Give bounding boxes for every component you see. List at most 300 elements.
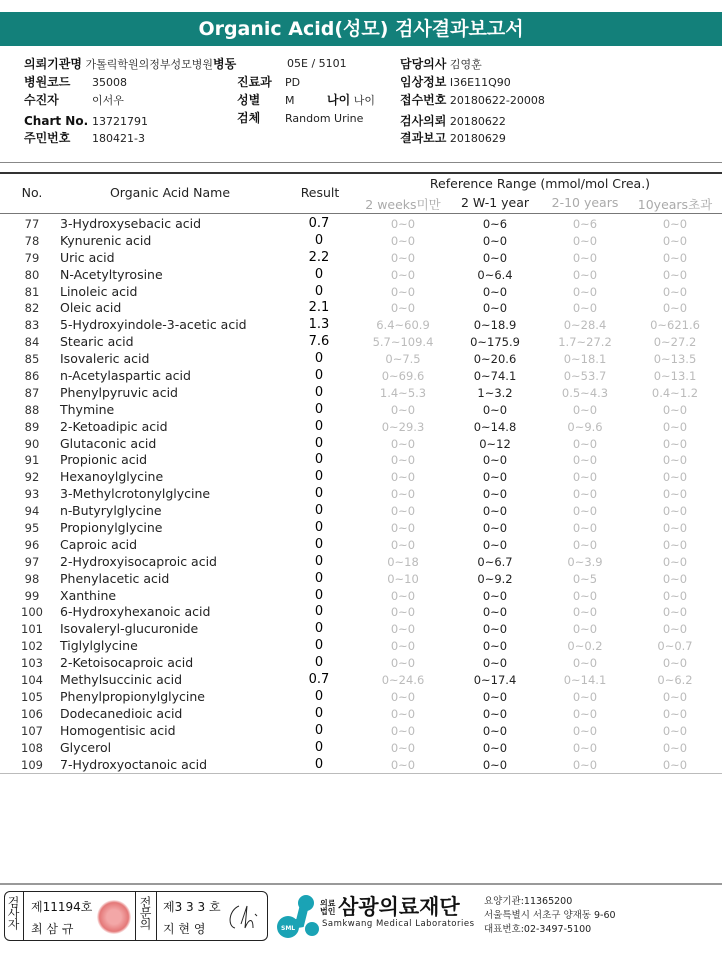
acid-name: Phenylpropionylglycine [60,688,206,704]
ref-10years: 0~0 [662,504,688,519]
acid-name: 5-Hydroxyindole-3-acetic acid [60,317,247,333]
examiner-no: 제11194호 [31,900,93,914]
ref-2weeks: 0~18 [387,554,419,569]
ref-2weeks: 0~10 [387,571,419,586]
examiner-label: 검사자 [6,896,20,929]
ref-2w-1year: 0~0 [482,537,508,552]
ref-2-10years: 0~0 [572,622,598,637]
acid-name: Uric acid [60,249,115,265]
col-name: Organic Acid Name [109,185,231,200]
col-ref-1: 2 weeks미만 [365,197,441,212]
ref-10years: 0~0 [662,571,688,586]
acid-name: Methylsuccinic acid [60,672,183,688]
result-value: 0 [314,266,324,282]
ref-2-10years: 0~0 [572,402,598,417]
result-value: 0 [314,705,324,721]
ref-10years: 0~0.7 [657,639,693,654]
ref-10years: 0~0 [662,689,688,704]
ref-2w-1year: 0~0 [482,706,508,721]
ref-10years: 0~0 [662,301,688,316]
table-row [0,402,722,419]
label: 나이 [327,93,351,107]
ref-2w-1year: 0~0 [482,622,508,637]
value: 나이 [353,94,375,107]
ref-2weeks: 0~0 [390,504,416,519]
acid-name: Isovaleryl-glucuronide [60,621,199,637]
ref-10years: 0~13.1 [653,369,697,384]
ref-2weeks: 0~0 [390,622,416,637]
row-no: 79 [24,250,40,265]
ref-2w-1year: 0~0 [482,656,508,671]
row-no: 85 [24,352,40,367]
ref-2weeks: 0~29.3 [381,419,425,434]
row-no: 99 [24,588,40,603]
ref-2weeks: 0~0 [390,217,416,231]
ref-2-10years: 0.5~4.3 [561,385,609,400]
value: 가톨릭학원의정부성모병원 [85,58,213,71]
ref-2weeks: 1.4~5.3 [379,385,427,400]
label: 결과보고 [400,131,447,145]
acid-name: Glycerol [60,739,112,755]
ref-2weeks: 0~0 [390,656,416,671]
ref-2w-1year: 0~0 [482,521,508,536]
ref-2weeks: 0~0 [390,740,416,755]
ref-2w-1year: 0~0 [482,639,508,654]
ref-10years: 0~0 [662,487,688,502]
footer [0,883,722,954]
ref-2w-1year: 0~0 [482,588,508,603]
ref-10years: 0.4~1.2 [651,385,699,400]
table-row [0,250,722,267]
ref-2w-1year: 0~0 [482,284,508,299]
row-no: 103 [21,656,43,671]
ref-2weeks: 0~0 [390,639,416,654]
ref-10years: 0~0 [662,537,688,552]
table-row [0,469,722,486]
row-no: 87 [24,385,40,400]
value: I36E11Q90 [449,76,511,89]
result-value: 2.1 [308,300,330,316]
ref-2w-1year: 1~3.2 [477,385,513,400]
result-value: 0 [314,621,324,637]
table-row [0,689,722,706]
ref-2w-1year: 0~6.7 [477,554,513,569]
result-value: 0 [314,401,324,417]
divider [0,162,722,163]
ref-10years: 0~0 [662,521,688,536]
ref-2weeks: 5.7~109.4 [372,335,434,350]
ref-2w-1year: 0~0 [482,689,508,704]
result-value: 0 [314,570,324,586]
table-row [0,216,722,233]
value: PD [285,76,301,89]
col-reference: Reference Range (mmol/mol Crea.) [429,176,651,191]
result-value: 0 [314,283,324,299]
table-row [0,486,722,503]
table-row [0,317,722,334]
value: 180421-3 [92,132,145,145]
acid-name: Linoleic acid [60,283,138,299]
row-no: 98 [24,571,40,586]
ref-10years: 0~0 [662,723,688,738]
ref-2-10years: 0~0 [572,233,598,248]
row-no: 82 [24,301,40,316]
acid-name: 2-Ketoadipic acid [60,418,168,434]
ref-2-10years: 0~9.6 [567,419,603,434]
report-title: Organic Acid(성모) 검사결과보고서 [0,12,722,46]
results-table [0,216,722,773]
ref-2w-1year: 0~0 [482,723,508,738]
row-no: 81 [24,284,40,299]
result-value: 0.7 [308,216,330,231]
row-no: 94 [24,504,40,519]
ref-2-10years: 0~0 [572,504,598,519]
result-value: 0 [314,688,324,704]
acid-name: Thymine [60,401,115,417]
result-value: 1.3 [308,317,330,333]
ref-2weeks: 0~0 [390,301,416,316]
row-no: 96 [24,537,40,552]
table-row [0,604,722,621]
ref-10years: 0~0 [662,250,688,265]
table-row [0,436,722,453]
ref-2weeks: 0~0 [390,453,416,468]
ref-2weeks: 0~0 [390,689,416,704]
result-value: 0 [314,418,324,434]
acid-name: Homogentisic acid [60,722,176,738]
acid-name: Dodecanedioic acid [60,705,183,721]
ref-10years: 0~0 [662,656,688,671]
table-row [0,419,722,436]
table-row [0,368,722,385]
ref-2w-1year: 0~0 [482,453,508,468]
acid-name: Propionic acid [60,452,148,468]
row-no: 78 [24,233,40,248]
row-no: 86 [24,369,40,384]
row-no: 109 [21,757,43,772]
acid-name: Propionylglycine [60,520,163,536]
brand-prefix: 의료법인 [320,899,336,916]
row-no: 102 [21,639,43,654]
ref-2w-1year: 0~0 [482,504,508,519]
ref-2weeks: 0~0 [390,250,416,265]
table-row [0,672,722,689]
ref-10years: 0~0 [662,622,688,637]
table-row [0,452,722,469]
label: 검체 [237,111,261,125]
ref-10years: 0~0 [662,436,688,451]
ref-2-10years: 0~6 [572,217,598,231]
ref-2w-1year: 0~20.6 [473,352,517,367]
row-no: 90 [24,436,40,451]
institution-code: 요양기관:11365200 [484,896,573,907]
ref-2-10years: 0~0 [572,605,598,620]
ref-10years: 0~0 [662,233,688,248]
brand-english: Samkwang Medical Laboratories [322,919,475,929]
ref-2-10years: 0~0 [572,521,598,536]
row-no: 108 [21,740,43,755]
ref-2weeks: 0~0 [390,233,416,248]
ref-2-10years: 0~53.7 [563,369,607,384]
value: 35008 [92,76,127,89]
ref-2-10years: 0~0 [572,453,598,468]
result-value: 0 [314,553,324,569]
ref-2w-1year: 0~0 [482,402,508,417]
ref-10years: 0~0 [662,605,688,620]
ref-2-10years: 0~0 [572,689,598,704]
ref-10years: 0~0 [662,757,688,772]
ref-10years: 0~0 [662,470,688,485]
col-ref-4: 10years초과 [637,197,713,212]
label: Chart No. [24,114,89,128]
acid-name: Isovaleric acid [60,351,150,367]
table-row [0,351,722,368]
table-row [0,520,722,537]
result-value: 2.2 [308,249,330,265]
ref-2weeks: 0~0 [390,605,416,620]
acid-name: 6-Hydroxyhexanoic acid [60,604,211,620]
result-value: 0 [314,520,324,536]
value: 20180629 [449,132,506,145]
ref-2weeks: 0~0 [390,284,416,299]
result-value: 0 [314,469,324,485]
result-value: 0 [314,638,324,654]
table-row [0,571,722,588]
ref-2-10years: 0~14.1 [563,673,607,688]
ref-10years: 0~0 [662,217,688,231]
label: 담당의사 [400,57,447,71]
ref-10years: 0~13.5 [653,352,697,367]
ref-2w-1year: 0~6.4 [477,267,513,282]
row-no: 93 [24,487,40,502]
table-row [0,334,722,351]
ref-2-10years: 0~0 [572,740,598,755]
brand-name: 삼광의료재단 [338,895,460,919]
ref-2-10years: 0~0.2 [567,639,603,654]
ref-2w-1year: 0~0 [482,740,508,755]
ref-2w-1year: 0~175.9 [470,335,520,350]
divider [0,172,722,174]
ref-2-10years: 0~0 [572,436,598,451]
acid-name: Xanthine [60,587,117,603]
row-no: 97 [24,554,40,569]
ref-2w-1year: 0~17.4 [473,673,517,688]
divider [0,213,722,214]
label: 임상정보 [400,75,447,89]
result-value: 0 [314,435,324,451]
ref-2-10years: 0~28.4 [563,318,607,333]
acid-name: n-Acetylaspartic acid [60,368,191,384]
ref-2w-1year: 0~74.1 [473,369,517,384]
label: 주민번호 [24,131,71,145]
ref-2-10years: 0~5 [572,571,598,586]
acid-name: Caproic acid [60,536,138,552]
ref-2-10years: 0~0 [572,487,598,502]
result-value: 0 [314,232,324,248]
ref-2w-1year: 0~0 [482,301,508,316]
ref-2-10years: 0~18.1 [563,352,607,367]
result-value: 0 [314,503,324,519]
ref-2-10years: 0~0 [572,267,598,282]
acid-name: 7-Hydroxyoctanoic acid [60,756,208,772]
row-no: 77 [24,217,40,231]
result-value: 0 [314,587,324,603]
result-value: 0 [314,739,324,755]
ref-10years: 0~27.2 [653,335,697,350]
row-no: 105 [21,689,43,704]
ref-10years: 0~0 [662,284,688,299]
ref-10years: 0~0 [662,588,688,603]
specialist-no: 제3 3 3 호 [163,900,221,914]
ref-2-10years: 0~0 [572,537,598,552]
ref-2weeks: 6.4~60.9 [376,318,430,333]
ref-10years: 0~0 [662,706,688,721]
ref-10years: 0~0 [662,453,688,468]
table-row [0,233,722,250]
ref-2w-1year: 0~0 [482,605,508,620]
ref-2weeks: 0~0 [390,757,416,772]
ref-2w-1year: 0~18.9 [473,318,517,333]
label: 성별 [237,93,261,107]
table-row [0,723,722,740]
ref-2w-1year: 0~0 [482,470,508,485]
ref-2-10years: 1.7~27.2 [558,335,612,350]
result-value: 0 [314,486,324,502]
acid-name: Hexanoylglycine [60,469,164,485]
ref-2-10years: 0~0 [572,757,598,772]
col-no: No. [21,185,43,200]
address: 서울특별시 서초구 양재동 9-60 [484,910,616,921]
ref-2w-1year: 0~14.8 [473,419,517,434]
table-row [0,537,722,554]
value: 20180622-20008 [449,94,545,107]
phone: 대표번호:02-3497-5100 [484,924,592,935]
row-no: 101 [21,622,43,637]
row-no: 104 [21,673,43,688]
table-row [0,588,722,605]
col-ref-2: 2 W-1 year [460,195,530,210]
acid-name: 2-Hydroxyisocaproic acid [60,553,217,569]
acid-name: Tiglylglycine [60,638,138,654]
ref-2weeks: 0~0 [390,436,416,451]
row-no: 106 [21,706,43,721]
table-row [0,655,722,672]
value: 김영훈 [449,58,482,71]
result-value: 0 [314,604,324,620]
ref-2-10years: 0~0 [572,723,598,738]
value: M [285,94,295,107]
label: 접수번호 [400,93,447,107]
result-value: 0.7 [308,672,330,688]
ref-2weeks: 0~24.6 [381,673,425,688]
ref-2-10years: 0~0 [572,588,598,603]
ref-10years: 0~0 [662,419,688,434]
row-no: 107 [21,723,43,738]
row-no: 83 [24,318,40,333]
ref-2-10years: 0~0 [572,706,598,721]
value: 05E / 5101 [287,57,347,70]
divider [0,773,722,774]
ref-2w-1year: 0~0 [482,757,508,772]
row-no: 91 [24,453,40,468]
acid-name: 2-Ketoisocaproic acid [60,655,194,671]
table-row [0,503,722,520]
table-row [0,740,722,757]
ref-2-10years: 0~0 [572,250,598,265]
ref-2weeks: 0~7.5 [385,352,421,367]
specialist-name: 지 현 영 [163,922,206,936]
ref-2weeks: 0~0 [390,723,416,738]
acid-name: Kynurenic acid [60,232,152,248]
row-no: 95 [24,521,40,536]
label: 검사의뢰 [400,114,447,128]
result-value: 0 [314,452,324,468]
result-value: 7.6 [308,334,330,350]
ref-2w-1year: 0~9.2 [477,571,513,586]
ref-2weeks: 0~0 [390,487,416,502]
row-no: 88 [24,402,40,417]
acid-name: Phenylpyruvic acid [60,384,178,400]
row-no: 92 [24,470,40,485]
ref-2weeks: 0~0 [390,706,416,721]
ref-2weeks: 0~0 [390,402,416,417]
table-row [0,385,722,402]
ref-2w-1year: 0~6 [482,217,508,231]
value: 이서우 [92,94,124,107]
row-no: 89 [24,419,40,434]
sml-logo [276,893,320,939]
ref-2-10years: 0~0 [572,656,598,671]
table-row [0,554,722,571]
table-row [0,621,722,638]
ref-2-10years: 0~3.9 [567,554,603,569]
row-no: 84 [24,335,40,350]
signature-box [4,891,268,941]
ref-2-10years: 0~0 [572,284,598,299]
table-row [0,300,722,317]
result-value: 0 [314,384,324,400]
seal-stamp [97,900,131,934]
examiner-name: 최 삼 규 [31,922,74,936]
label: 병원코드 [24,75,71,89]
ref-2weeks: 0~0 [390,267,416,282]
label: 병동 [212,57,237,71]
ref-2w-1year: 0~0 [482,233,508,248]
ref-10years: 0~0 [662,740,688,755]
ref-2weeks: 0~0 [390,588,416,603]
ref-2weeks: 0~69.6 [381,369,425,384]
ref-10years: 0~0 [662,554,688,569]
acid-name: Oleic acid [60,300,122,316]
ref-10years: 0~6.2 [657,673,693,688]
ref-2w-1year: 0~0 [482,250,508,265]
ref-2w-1year: 0~0 [482,487,508,502]
ref-2-10years: 0~0 [572,470,598,485]
logo-text: SML [281,925,296,932]
ref-2weeks: 0~0 [390,537,416,552]
table-row [0,638,722,655]
result-value: 0 [314,655,324,671]
value: Random Urine [285,112,364,125]
ref-10years: 0~621.6 [650,318,700,333]
ref-10years: 0~0 [662,402,688,417]
row-no: 100 [21,605,43,620]
acid-name: 3-Methylcrotonylglycine [60,486,211,502]
result-value: 0 [314,536,324,552]
result-value: 0 [314,722,324,738]
ref-2-10years: 0~0 [572,301,598,316]
row-no: 80 [24,267,40,282]
